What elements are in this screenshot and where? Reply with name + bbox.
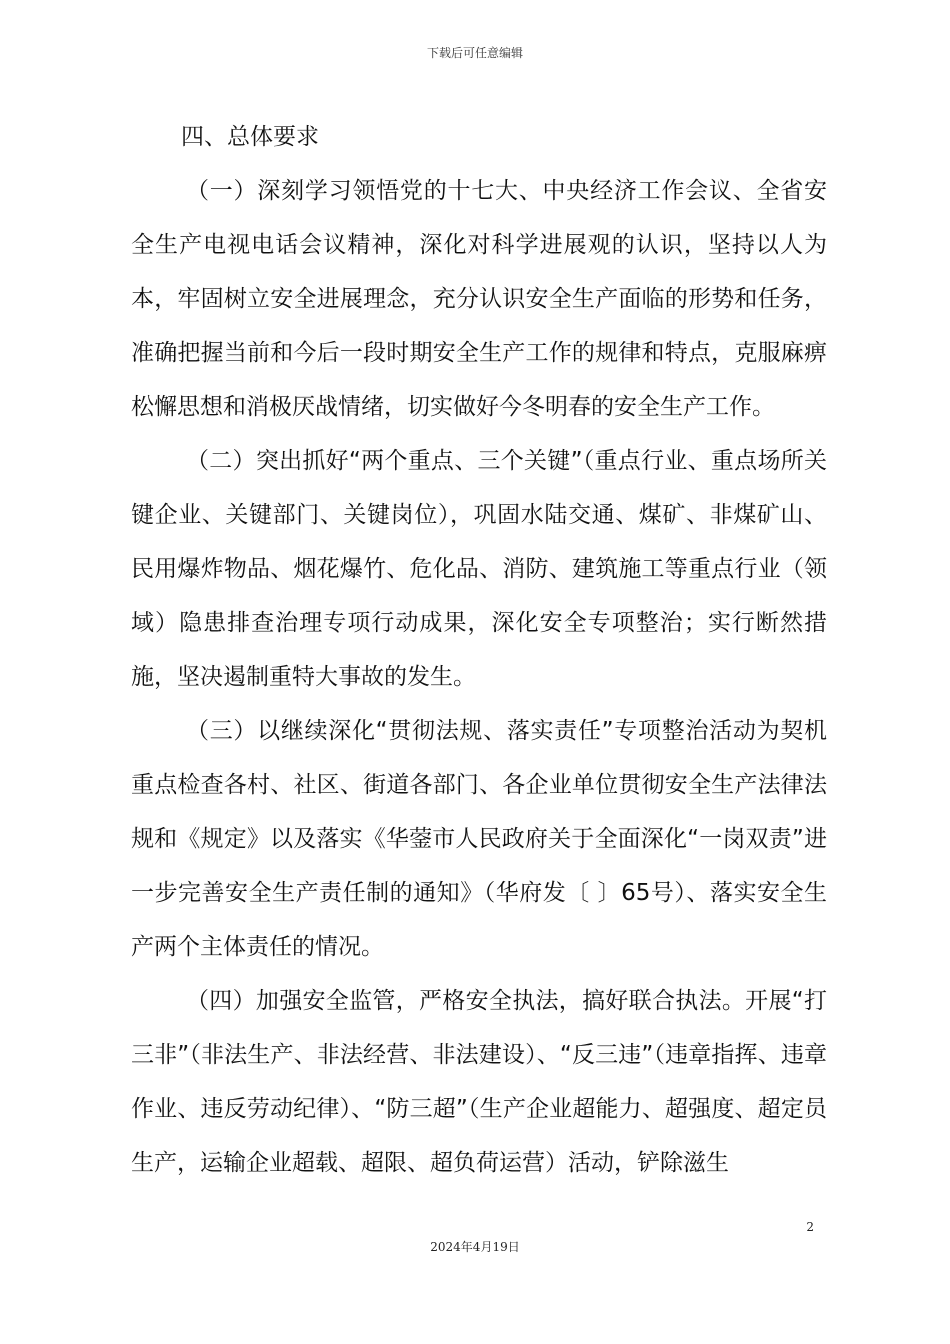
document-body bbox=[131, 110, 827, 1190]
paragraph-2: （二）突出抓好“两个重点、三个关键”（重点行业、重点场所关键企业、关键部门、关键岗位），巩固水陆交通、煤矿、非煤矿山、民用爆炸物品、烟花爆竹、危化品、消防、建筑施工等重点行业（领域）隐患排查治理专项行动成果，深化安全专项整治；实行断然措施，坚决遏制重特大事故的发生。 bbox=[131, 448, 827, 690]
section-heading: 四、总体要求 bbox=[181, 124, 319, 150]
page-number: 2 bbox=[806, 1220, 814, 1234]
footer-date: 2024年4月19日 bbox=[430, 1240, 520, 1254]
page-header: 下载后可任意编辑 bbox=[426, 46, 523, 60]
paragraph-4: （四）加强安全监管，严格安全执法，搞好联合执法。开展“打三非”（非法生产、非法经营、非法建设）、“反三违”（违章指挥、违章作业、违反劳动纪律）、“防三超”（生产企业超能力、超强度、超定员生产，运输企业超载、超限、超负荷运营）活动，铲除滋生 bbox=[131, 988, 827, 1176]
paragraph-3: （三）以继续深化“贯彻法规、落实责任”专项整治活动为契机重点检查各村、社区、街道各部门、各企业单位贯彻安全生产法律法规和《规定》以及落实《华蓥市人民政府关于全面深化“一岗双责”进一步完善安全生产责任制的通知》（华府发〔 〕65号）、落实安全生产两个主体责任的情况。 bbox=[131, 718, 827, 960]
paragraph-1: （一）深刻学习领悟党的十七大、中央经济工作会议、全省安全生产电视电话会议精神，深化对科学进展观的认识，坚持以人为本，牢固树立安全进展理念，充分认识安全生产面临的形势和任务，准确把握当前和今后一段时期安全生产工作的规律和特点，克服麻痹松懈思想和消极厌战情绪，切实做好今冬明春的安全生产工作。 bbox=[131, 178, 827, 420]
